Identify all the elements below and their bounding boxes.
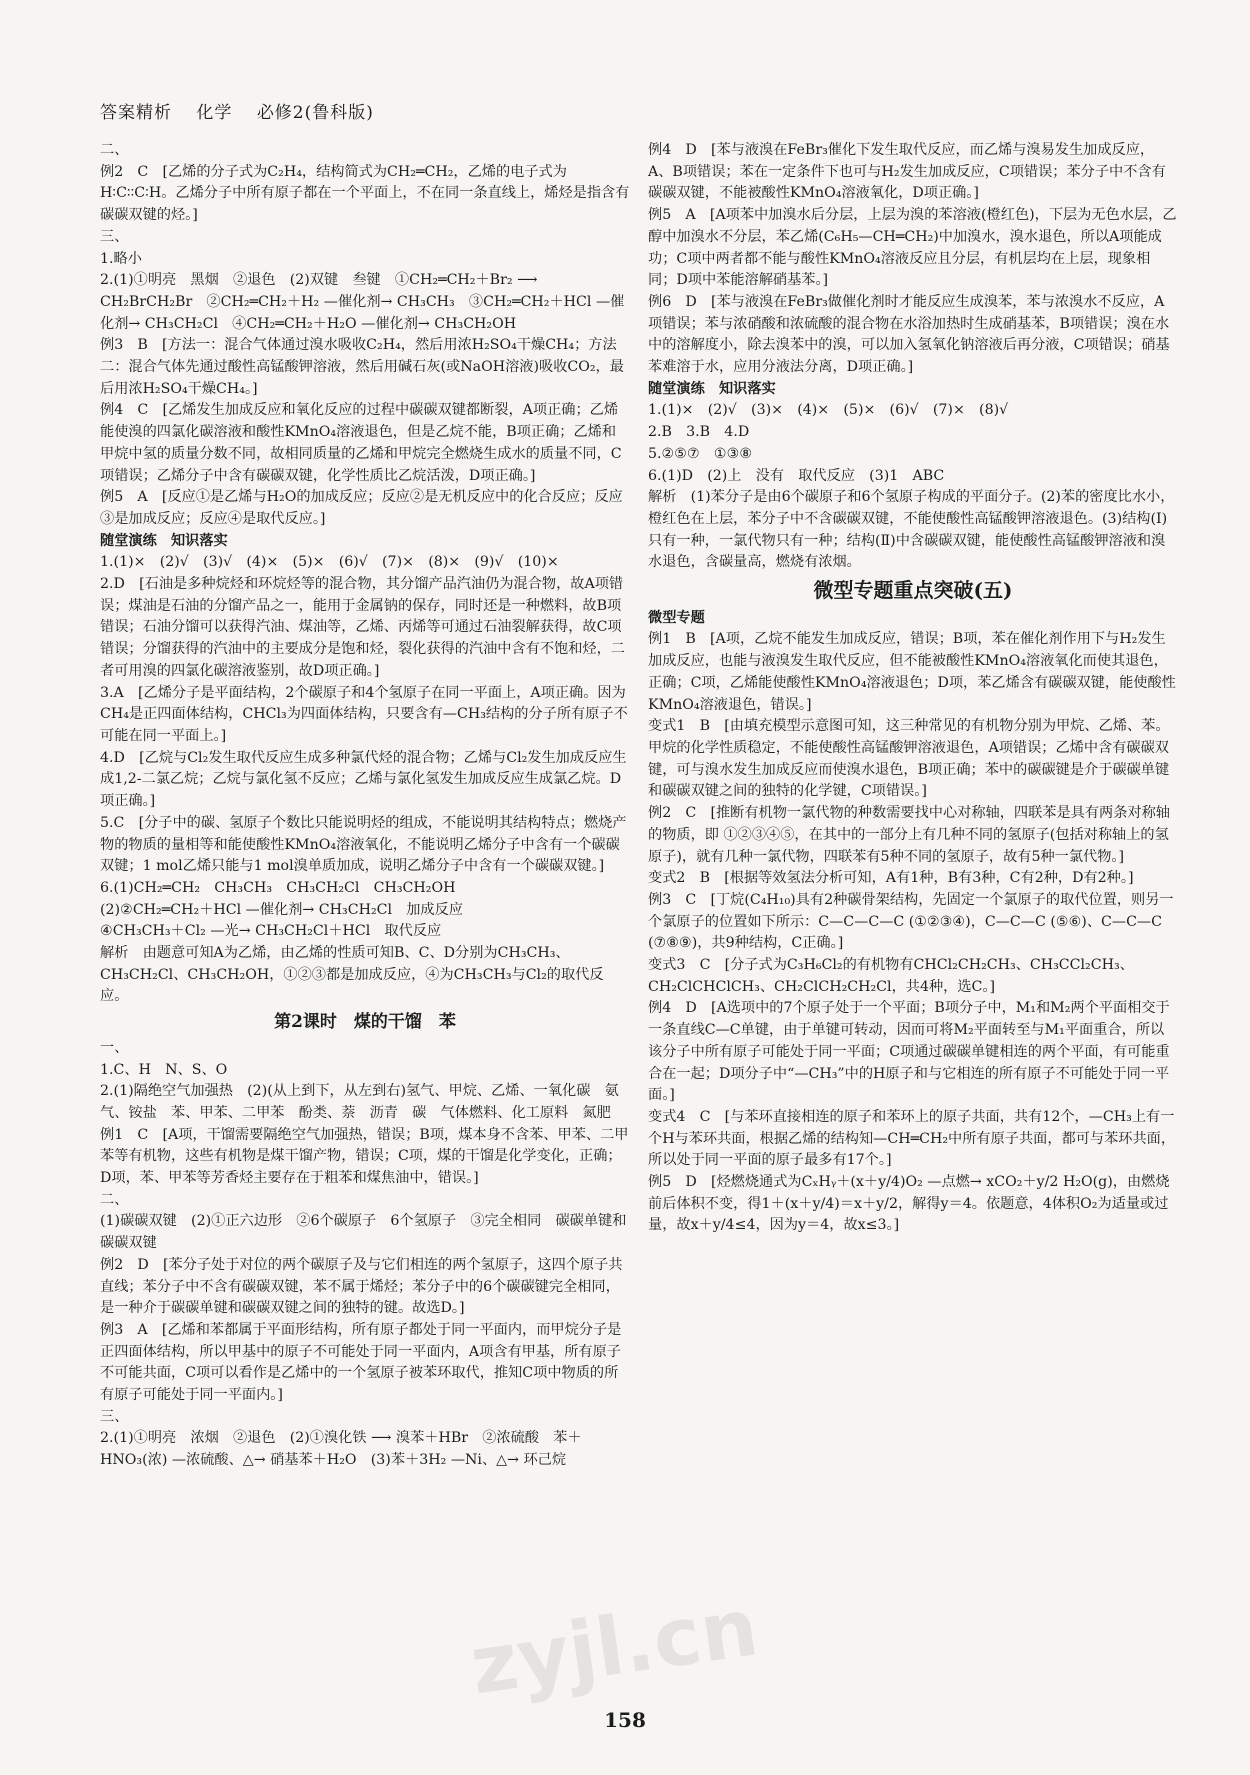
text-line: 例2 D [苯分子处于对位的两个碳原子及与它们相连的两个氢原子，这四个原子共直线；苯分子中不含有碳碳双键，苯不属于烯烃；苯分子中的6个碳碳键完全相同，是一种介于碳碳单键和碳碳双键之间的独特的键。故选D。]: [100, 1256, 623, 1317]
text-line: 例5 A [反应①是乙烯与H₂O的加成反应；反应②是无机反应中的化合反应；反应③是加成反应；反应④是取代反应。]: [100, 489, 623, 527]
text-line: (1)碳碳双键 (2)①正六边形 ②6个碳原子 6个氢原子 ③完全相同 碳碳单键和碳碳双键: [100, 1213, 627, 1252]
text-line: 三、: [100, 228, 129, 245]
text-line: 2.B 3.B 4.D: [648, 424, 750, 441]
text-line: 变式4 C [与苯环直接相连的原子和苯环上的原子共面，共有12个，—CH₃上有一个H与苯环共面，根据乙烯的结构知—CH═CH₂中所有原子共面，都可与苯环共面，所以处于同一平面的原子最多有17个。]: [648, 1108, 1176, 1169]
text-line: 1.(1)× (2)√ (3)× (4)× (5)× (6)√ (7)× (8)√: [648, 402, 1009, 419]
section-title: 第2课时 煤的干馏 苯: [274, 1012, 456, 1033]
text-line: 例4 C [乙烯发生加成反应和氧化反应的过程中碳碳双键都断裂，A项正确；乙烯能使溴的四氯化碳溶液和酸性KMnO₄溶液退色，但是乙烷不能，B项正确；乙烯和甲烷中氢的质量分数不同，故相同质量的乙烯和甲烷完全燃烧生成水的质量不同，C项错误；乙烯分子中含有碳碳双键，化学性质比乙烷活泼，D项正确。]: [100, 402, 622, 484]
text-line: 2.(1)①明亮 黑烟 ②退色 (2)双键 叁键 ①CH₂═CH₂＋Br₂ ⟶ CH₂BrCH₂Br ②CH₂═CH₂＋H₂ —催化剂→ CH₃CH₃ ③CH₂═CH₂＋HCl —催化剂→ CH₃CH₂Cl ④CH₂═CH₂＋H₂O —催化剂→ CH₃CH₂OH: [100, 272, 625, 332]
left-column: [100, 140, 630, 1472]
subsection-heading: 微型专题: [648, 609, 705, 626]
text-line: 例2 C [乙烯的分子式为C₂H₄，结构简式为CH₂═CH₂，乙烯的电子式为H∶C∶∶C∶H。乙烯分子中所有原子都在一个平面上，不在同一条直线上，烯烃是指含有碳碳双键的烃。]: [100, 163, 630, 224]
text-line: 4.D [乙烷与Cl₂发生取代反应生成多种氯代烃的混合物；乙烯与Cl₂发生加成反应生成1,2-二氯乙烷；乙烷与氯化氢不反应；乙烯与氯化氢发生加成反应生成氯乙烷。D项正确。]: [100, 749, 627, 810]
volume: 必修2(鲁科版): [256, 103, 374, 123]
page-header: [100, 98, 392, 123]
text-line: 例6 D [苯与液溴在FeBr₃做催化剂时才能反应生成溴苯，苯与浓溴水不反应，A项错误；苯与浓硝酸和浓硫酸的混合物在水浴加热时生成硝基苯，B项错误；溴在水中的溶解度小，除去溴苯中的溴，可以加入氢氧化钠溶液后再分液，C项错误；硝基苯难溶于水，应用分液法分离，D项正确。]: [648, 293, 1170, 376]
subsection-heading: 随堂演练 知识落实: [648, 380, 776, 397]
subsection-heading: 随堂演练 知识落实: [100, 532, 228, 549]
text-line: 二、: [100, 142, 129, 158]
text-line: 例4 D [A选项中的7个原子处于一个平面；B项分子中，M₁和M₂两个平面相交于一条直线C—C单键，由于单键可转动，因而可将M₂平面转至与M₁平面重合，所以该分子中所有原子可能处于同一平面；C项通过碳碳单键相连的两个平面，有可能重合在一起；D项分子中“—CH₃”中的H原子和与它相连的所有原子不可能处于同一平面。]: [648, 1000, 1170, 1104]
text-line: 1.(1)× (2)√ (3)√ (4)× (5)× (6)√ (7)× (8)× (9)√ (10)×: [100, 554, 559, 571]
page-number: 158: [604, 1708, 646, 1732]
text-line: 二、: [100, 1191, 129, 1208]
text-line: 一、: [100, 1039, 129, 1056]
text-line: 6.(1)CH₂═CH₂ CH₃CH₃ CH₃CH₂Cl CH₃CH₂OH: [100, 879, 456, 896]
book-title: 答案精析: [100, 103, 172, 123]
text-line: 例5 A [A项苯中加溴水后分层，上层为溴的苯溶液(橙红色)，下层为无色水层，乙醇中加溴水不分层，苯乙烯(C₆H₅—CH═CH₂)中加溴水，溴水退色，所以A项能成功；C项中两者都不能与酸性KMnO₄溶液反应且分层，有机层均在上层，现象相同；D项中苯能溶解硝基苯。]: [648, 207, 1177, 289]
text-line: 3.A [乙烯分子是平面结构，2个碳原子和4个氢原子在同一平面上，A项正确。因为CH₄是正四面体结构，CHCl₃为四面体结构，只要含有—CH₃结构的分子所有原子不可能在同一平面上。]: [100, 684, 628, 744]
text-line: 变式3 C [分子式为C₃H₆Cl₂的有机物有CHCl₂CH₂CH₃、CH₃CCl₂CH₃、CH₂ClCHClCH₃、CH₂ClCH₂CH₂Cl，共4种，选C。]: [648, 957, 1134, 995]
text-line: 例3 B [方法一：混合气体通过溴水吸收C₂H₄，然后用浓H₂SO₄干燥CH₄；方法二：混合气体先通过酸性高锰酸钾溶液，然后用碱石灰(或NaOH溶液)吸收CO₂，最后用浓H₂SO₄干燥CH₄。]: [100, 337, 624, 397]
text-line: 6.(1)D (2)上 没有 取代反应 (3)1 ABC: [648, 467, 945, 484]
text-line: ④CH₃CH₃＋Cl₂ —光→ CH₃CH₂Cl＋HCl 取代反应: [100, 923, 442, 940]
text-line: 5.②⑤⑦ ①③⑧: [648, 445, 753, 462]
subject: 化学: [196, 103, 233, 123]
text-line: 2.(1)①明亮 浓烟 ②退色 (2)①溴化铁 ⟶ 溴苯＋HBr ②浓硫酸 苯＋HNO₃(浓) —浓硫酸、△→ 硝基苯＋H₂O (3)苯＋3H₂ —Ni、△→ 环己烷: [100, 1430, 582, 1469]
text-line: 三、: [100, 1408, 129, 1425]
watermark: zyjl.cn: [464, 1580, 764, 1713]
text-line: 例3 A [乙烯和苯都属于平面形结构，所有原子都处于同一平面内，而甲烷分子是正四面体结构，所以甲基中的原子不可能处于同一平面内，A项含有甲基，所有原子不可能共面，C项可以看作是乙烯中的一个氢原子被苯环取代，推知C项中物质的所有原子可能处于同一平面内。]: [100, 1321, 622, 1404]
text-line: 2.D [石油是多种烷烃和环烷烃等的混合物，其分馏产品汽油仍为混合物，故A项错误；煤油是石油的分馏产品之一，能用于金属钠的保存，同时还是一种燃料，故B项错误；石油分馏可以获得汽油、煤油等，乙烯、丙烯等可通过石油裂解获得，故C项错误；分馏获得的汽油中的主要成分是饱和烃，裂化获得的汽油中含有不饱和烃，二者可用溴的四氯化碳溶液鉴别，故D项正确。]: [100, 576, 625, 679]
text-line: 2.(1)隔绝空气加强热 (2)(从上到下，从左到右)氢气、甲烷、乙烯、一氧化碳 氨气、铵盐 苯、甲苯、二甲苯 酚类、萘 沥青 碳 气体燃料、化工原料 氮肥: [100, 1083, 619, 1121]
text-line: 解析 由题意可知A为乙烯，由乙烯的性质可知B、C、D分别为CH₃CH₃、CH₃CH₂Cl、CH₃CH₂OH，①②③都是加成反应，④为CH₃CH₃与Cl₂的取代反应。: [100, 945, 604, 1005]
text-line: 例1 B [A项，乙烷不能发生加成反应，错误；B项，苯在催化剂作用下与H₂发生加成反应，也能与液溴发生取代反应，但不能被酸性KMnO₄溶液氧化而使其退色，正确；C项，乙烯能使酸性KMnO₄溶液退色；D项，苯乙烯含有碳碳双键，能使酸性KMnO₄溶液退色，错误。]: [648, 631, 1176, 713]
text-line: 1.略小: [100, 250, 142, 267]
text-line: 例4 D [苯与液溴在FeBr₃催化下发生取代反应，而乙烯与溴易发生加成反应，A、B项错误；苯在一定条件下也可与H₂发生加成反应，C项错误；苯分子中不含有碳碳双键，不能被酸性KMnO₄溶液氧化，D项正确。]: [648, 142, 1166, 202]
text-line: 1.C、H N、S、O: [100, 1061, 228, 1078]
section-title: 微型专题重点突破(五): [813, 578, 1013, 603]
text-line: 例5 D [烃燃烧通式为CₓHᵧ＋(x＋y/4)O₂ —点燃→ xCO₂＋y/2 H₂O(g)，由燃烧前后体积不变，得1＋(x＋y/4)＝x＋y/2，解得y＝4。依题意，4体积O₂为适量或过量，故x＋y/4≤4，因为y＝4，故x≤3。]: [648, 1174, 1170, 1234]
text-line: 例1 C [A项，干馏需要隔绝空气加强热，错误；B项，煤本身不含苯、甲苯、二甲苯等有机物，这些有机物是煤干馏产物，错误；C项，煤的干馏是化学变化，正确；D项，苯、甲苯等芳香烃主要存在于粗苯和煤焦油中，错误。]: [100, 1126, 629, 1187]
text-line: 变式2 B [根据等效氢法分析可知，A有1种，B有3种，C有2种，D有2种。]: [648, 870, 1134, 887]
text-line: (2)②CH₂═CH₂＋HCl —催化剂→ CH₃CH₂Cl 加成反应: [100, 901, 463, 918]
text-line: 变式1 B [由填充模型示意图可知，这三种常见的有机物分别为甲烷、乙烯、苯。甲烷的化学性质稳定，不能使酸性高锰酸钾溶液退色，A项错误；乙烯中含有碳碳双键，可与溴水发生加成反应而使溴水退色，B项正确；苯中的碳碳键是介于碳碳单键和碳碳双键之间的独特的化学键，C项错误。]: [648, 718, 1170, 800]
right-column: [648, 140, 1178, 1237]
text-line: 5.C [分子中的碳、氢原子个数比只能说明烃的组成，不能说明其结构特点；燃烧产物的物质的量相等和能使酸性KMnO₄溶液氧化，不能说明乙烯分子中含有一个碳碳双键；1 mol乙烯只能与1 mol溴单质加成，说明乙烯分子中含有一个碳碳双键。]: [100, 814, 627, 875]
text-line: 例2 C [推断有机物一氯代物的种数需要找中心对称轴，四联苯是具有两条对称轴的物质，即 ①②③④⑤，在其中的一部分上有几种不同的氢原子(包括对称轴上的氢原子)，就有几种一氯代物，四联苯有5种不同的氢原子，故有5种一氯代物。]: [648, 805, 1170, 865]
text-line: 例3 C [丁烷(C₄H₁₀)具有2种碳骨架结构，先固定一个氯原子的取代位置，则另一个氯原子的位置如下所示：C—C—C—C (①②③④)，C—C—C (⑤⑥)、C—C—C (⑦⑧⑨)，共9种结构，C正确。]: [648, 891, 1174, 952]
text-line: 解析 (1)苯分子是由6个碳原子和6个氢原子构成的平面分子。(2)苯的密度比水小，橙红色在上层，苯分子中不含碳碳双键，不能使酸性高锰酸钾溶液退色。(3)结构(Ⅰ)只有一种，一氯代物只有一种；结构(Ⅱ)中含碳碳双键，能使酸性高锰酸钾溶液和溴水退色，含碳量高，燃烧有浓烟。: [648, 489, 1175, 571]
